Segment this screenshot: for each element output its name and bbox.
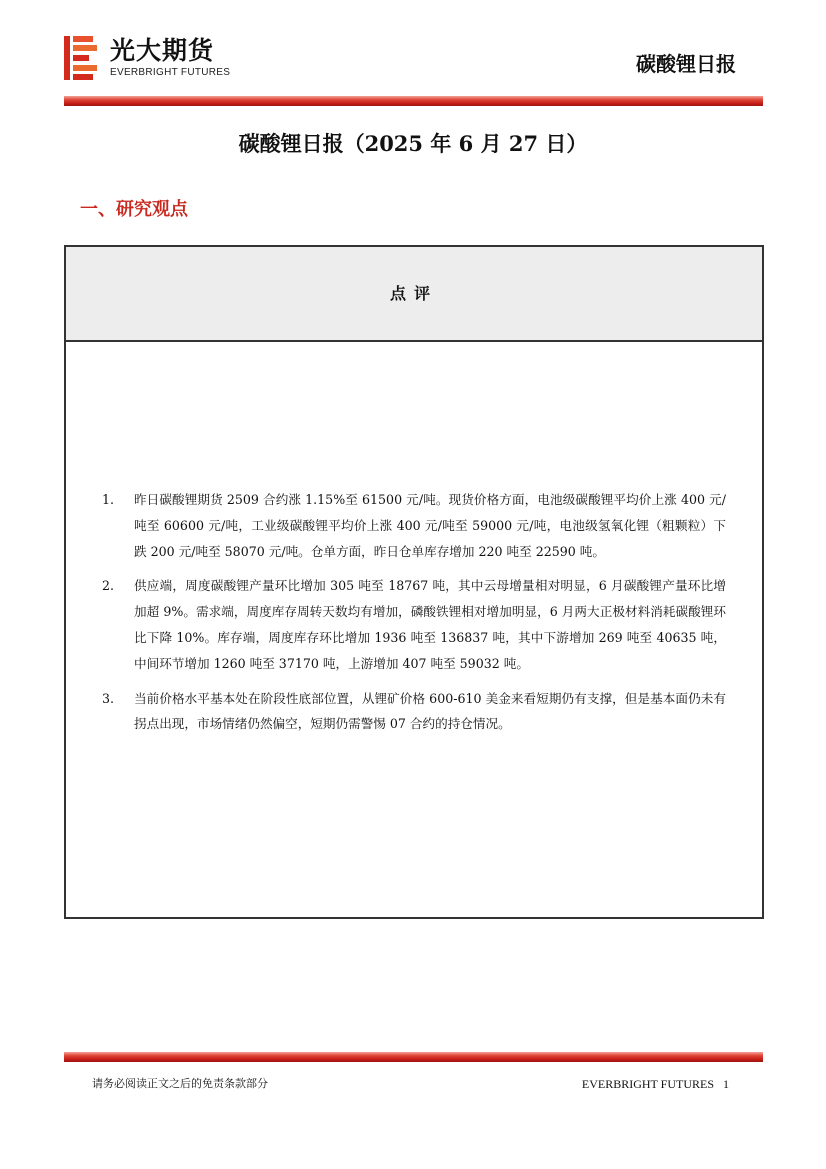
- list-item-number: 1.: [102, 492, 115, 507]
- footer-divider-bar: [64, 1052, 763, 1062]
- comment-box: [64, 245, 764, 919]
- company-logo: [64, 36, 264, 82]
- page-number: 1: [723, 1077, 729, 1091]
- footer-company-page: [582, 1076, 729, 1092]
- document-title: 碳酸锂日报（2025 年 6 月 27 日）: [238, 131, 588, 156]
- list-item: [102, 573, 726, 676]
- footer-company-name: EVERBRIGHT FUTURES: [581, 1077, 714, 1091]
- header-divider-bar: [64, 96, 763, 106]
- footer-disclaimer: 请务必阅读正文之后的免责条款部分: [92, 1077, 268, 1090]
- comment-box-title: 点评: [389, 284, 438, 303]
- section-heading: 一、研究观点: [80, 199, 188, 220]
- comment-box-header: [66, 247, 762, 342]
- list-item: [102, 487, 726, 564]
- list-item: [102, 686, 726, 738]
- logo-english-name: EVERBRIGHT FUTURES: [110, 67, 231, 78]
- list-item-number: 2.: [102, 578, 115, 594]
- everbright-logo-icon: [64, 36, 98, 80]
- list-item-number: 3.: [102, 690, 115, 706]
- logo-chinese-name: 光大期货: [110, 36, 215, 65]
- list-item-text: 当前价格水平基本处在阶段性底部位置，从锂矿价格 600-610 美金来看短期仍有支撑，但是基本面仍未有拐点出现，市场情绪仍然偏空，短期仍需警惕 07 合约的持仓情况。: [134, 690, 726, 732]
- list-item-text: 昨日碳酸锂期货 2509 合约涨 1.15%至 61500 元/吨。现货价格方面，电池级碳酸锂平均价上涨 400 元/吨至 60600 元/吨，工业级碳酸锂平均价上涨 400 元/吨至 59000 元/吨，电池级氢氧化锂（粗颗粒）下跌 200 元/吨至 58070 元/吨。仓单方面，昨日仓单库存增加 220 吨至 22590 吨。: [134, 492, 726, 559]
- research-points-list: [102, 487, 726, 746]
- report-type-label: 碳酸锂日报: [636, 52, 736, 76]
- list-item-text: 供应端，周度碳酸锂产量环比增加 305 吨至 18767 吨，其中云母增量相对明显，6 月碳酸锂产量环比增加超 9%。需求端，周度库存周转天数均有增加，磷酸铁锂相对增加明显，6 月两大正极材料消耗碳酸锂环比下降 10%。库存端，周度库存环比增加 1936 吨至 136837 吨，其中下游增加 269 吨至 40635 吨，中间环节增加 1260 吨至 37170 吨，上游增加 407 吨至 59032 吨。: [134, 578, 726, 671]
